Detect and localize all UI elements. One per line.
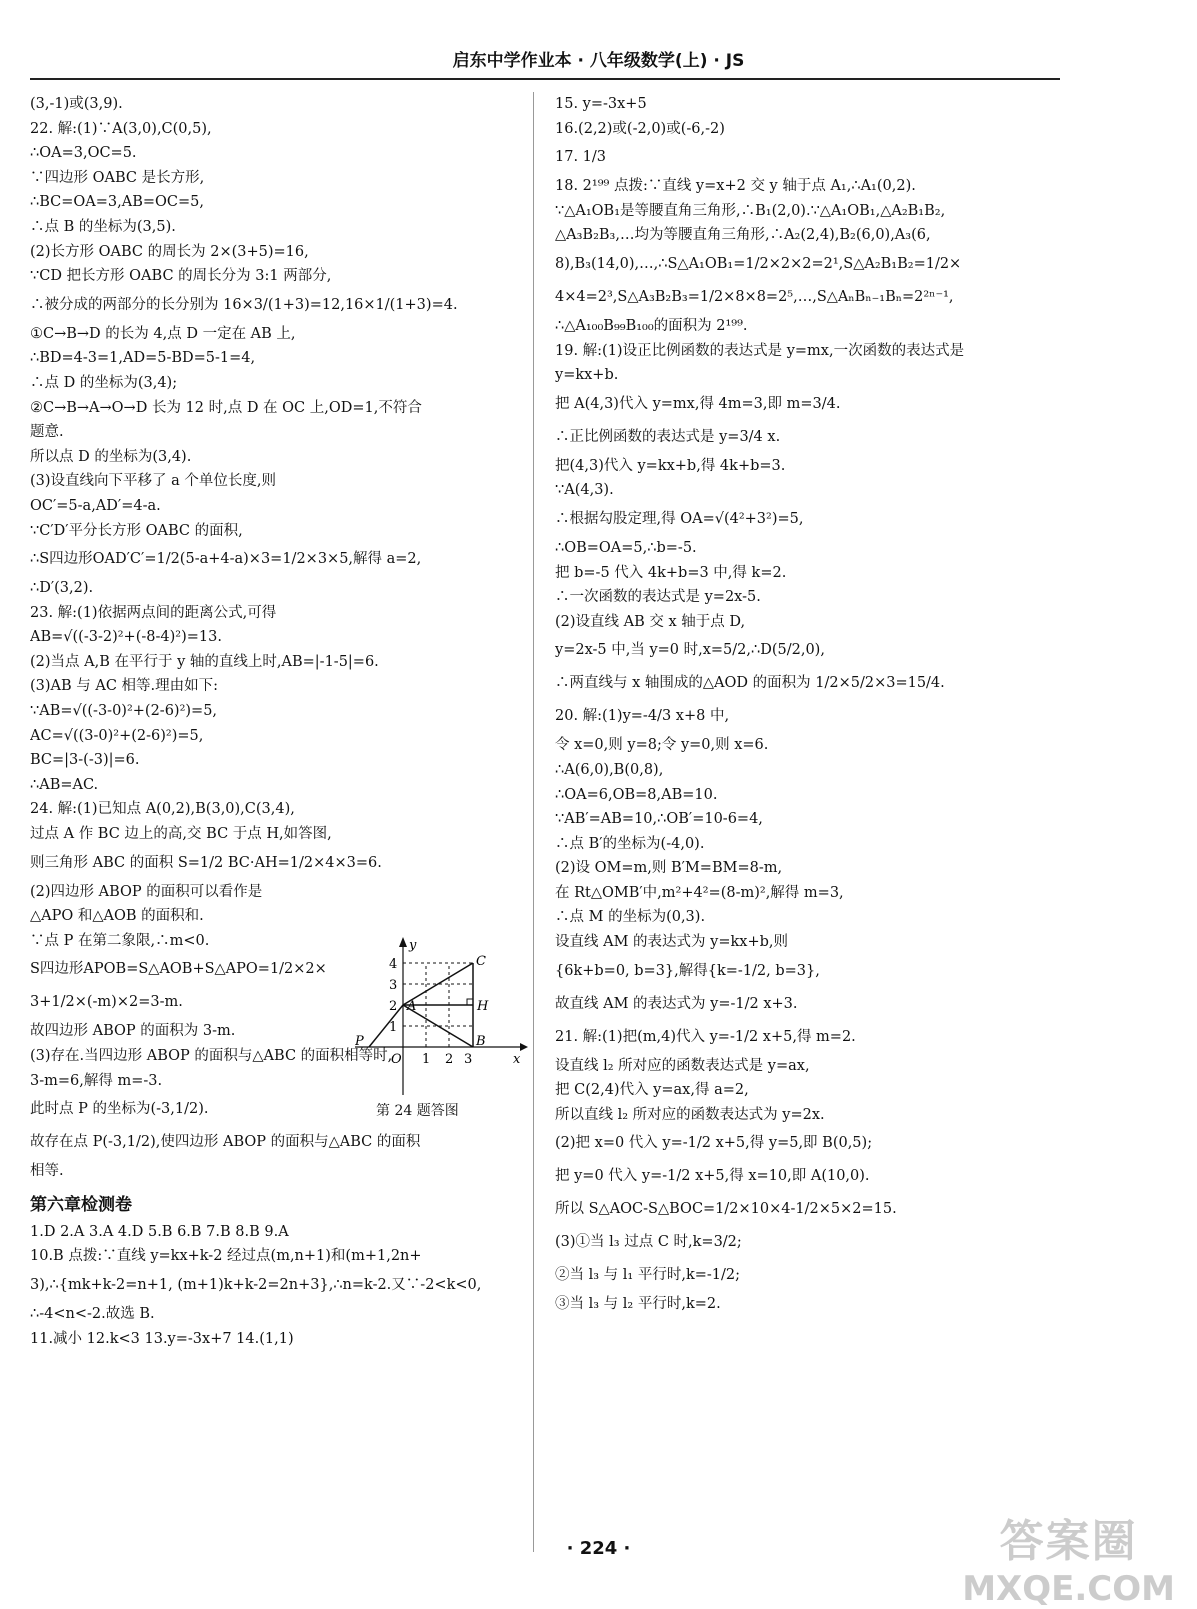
x-axis-label: x <box>513 1052 521 1067</box>
text-line: (2)把 x=0 代入 y=-1/2 x+5,得 y=5,即 B(0,5); <box>555 1135 873 1152</box>
text-line: ∴OB=OA=5,∴b=-5. <box>555 539 697 556</box>
text-line: (3)设直线向下平移了 a 个单位长度,则 <box>30 473 277 490</box>
left-column <box>30 92 530 1351</box>
text-line: ∴S四边形OAD′C′=1/2(5-a+4-a)×3=1/2×3×5,解得 a=2, <box>30 551 422 568</box>
text-line: 所以 S△AOC-S△BOC=1/2×10×4-1/2×5×2=15. <box>555 1201 897 1218</box>
text-line: 过点 A 作 BC 边上的高,交 BC 于点 H,如答图, <box>30 826 332 843</box>
text-line: 1.D 2.A 3.A 4.D 5.B 6.B 7.B 8.B 9.A <box>30 1223 289 1240</box>
text-line: ∴OA=3,OC=5. <box>30 145 137 162</box>
text-line: 设直线 AM 的表达式为 y=kx+b,则 <box>555 934 788 951</box>
text-line: ∴一次函数的表达式是 y=2x-5. <box>555 589 761 606</box>
text-line: 19. 解:(1)设正比例函数的表达式是 y=mx,一次函数的表达式是 <box>555 342 965 359</box>
text-line: 4×4=2³,S△A₃B₂B₃=1/2×8×8=2⁵,…,S△AₙBₙ₋₁Bₙ=2²ⁿ⁻¹, <box>555 288 954 305</box>
header-rule <box>30 78 1060 80</box>
y-tick-1: 1 <box>389 1020 398 1035</box>
text-line: (2)设直线 AB 交 x 轴于点 D, <box>555 613 746 630</box>
text-line: ∴点 B 的坐标为(3,5). <box>30 218 176 235</box>
segment-pa <box>369 1005 403 1047</box>
figure-q24 <box>355 935 530 1120</box>
x-tick-2: 2 <box>445 1052 454 1067</box>
y-axis-arrow <box>399 937 407 947</box>
text-line: ∴BD=4-3=1,AD=5-BD=5-1=4, <box>30 350 256 367</box>
text-line: (3)①当 l₃ 过点 C 时,k=3/2; <box>555 1234 742 1251</box>
text-line: ∵AB′=AB=10,∴OB′=10-6=4, <box>555 811 763 828</box>
text-line: (3)存在.当四边形 ABOP 的面积与△ABC 的面积相等时, <box>30 1048 393 1064</box>
text-line: ∴D′(3,2). <box>30 580 94 597</box>
y-tick-2: 2 <box>389 999 398 1014</box>
text-line: AB=√((-3-2)²+(-8-4)²)=13. <box>30 629 222 646</box>
text-line: 此时点 P 的坐标为(-3,1/2). <box>30 1101 209 1118</box>
text-line: ∵A(4,3). <box>555 482 614 499</box>
text-line: 所以直线 l₂ 所对应的函数表达式为 y=2x. <box>555 1106 825 1123</box>
text-line: 把 y=0 代入 y=-1/2 x+5,得 x=10,即 A(10,0). <box>555 1168 870 1185</box>
text-line: △APO 和△AOB 的面积和. <box>30 908 204 925</box>
text-line: △A₃B₂B₃,…均为等腰直角三角形,∴A₂(2,4),B₂(6,0),A₃(6, <box>555 227 931 244</box>
text-line: 21. 解:(1)把(m,4)代入 y=-1/2 x+5,得 m=2. <box>555 1028 856 1045</box>
text-line: y=2x-5 中,当 y=0 时,x=5/2,∴D(5/2,0), <box>555 642 825 659</box>
text-line: 则三角形 ABC 的面积 S=1/2 BC·AH=1/2×4×3=6. <box>30 854 382 871</box>
text-line: 把(4,3)代入 y=kx+b,得 4k+b=3. <box>555 457 786 474</box>
column-divider <box>533 92 534 1552</box>
figure-caption: 第 24 题答图 <box>376 1103 459 1119</box>
page-header: 启东中学作业本 · 八年级数学(上) · JS <box>452 51 745 71</box>
text-line: 3),∴{mk+k-2=n+1, (m+1)k+k-2=2n+3},∴n=k-2.又∵-2<k<0, <box>30 1276 482 1293</box>
text-line: 11.减小 12.k<3 13.y=-3x+7 14.(1,1) <box>30 1330 294 1347</box>
right-angle-mark <box>467 999 473 1005</box>
text-line: y=kx+b. <box>555 367 619 384</box>
text-line: ∵△A₁OB₁是等腰直角三角形,∴B₁(2,0).∵△A₁OB₁,△A₂B₁B₂, <box>555 202 946 219</box>
text-line: ∵C′D′平分长方形 OABC 的面积, <box>30 522 243 539</box>
text-line: ∵AB=√((-3-0)²+(2-6)²)=5, <box>30 703 218 720</box>
text-line: 故四边形 ABOP 的面积为 3-m. <box>30 1023 236 1040</box>
text-line: 8),B₃(14,0),…,∴S△A₁OB₁=1/2×2×2=2¹,S△A₂B₁B₂=1/2× <box>555 255 962 272</box>
text-line: ∴根据勾股定理,得 OA=√(4²+3²)=5, <box>555 510 804 527</box>
text-line: ∵CD 把长方形 OABC 的周长分为 3:1 两部分, <box>30 268 332 285</box>
text-line: BC=|3-(-3)|=6. <box>30 752 140 769</box>
text-line: 16.(2,2)或(-2,0)或(-6,-2) <box>555 120 725 137</box>
watermark-line1: 答案圈 <box>999 1516 1138 1567</box>
text-line: 17. 1/3 <box>555 149 607 166</box>
text-line: ∴点 M 的坐标为(0,3). <box>555 909 706 926</box>
text-line: ②C→B→A→O→D 长为 12 时,点 D 在 OC 上,OD=1,不符合 <box>30 399 422 416</box>
y-axis-label: y <box>409 938 417 953</box>
point-a-label: A <box>407 999 417 1014</box>
chapter-title: 第六章检测卷 <box>30 1194 132 1215</box>
text-line: ∴△A₁₀₀B₉₉B₁₀₀的面积为 2¹⁹⁹. <box>555 317 748 334</box>
origin-label: O <box>391 1052 402 1067</box>
text-line: ∴两直线与 x 轴围成的△AOD 的面积为 1/2×5/2×3=15/4. <box>555 675 945 692</box>
point-b-label: B <box>476 1034 486 1049</box>
x-axis-arrow <box>520 1043 528 1051</box>
text-line: 设直线 l₂ 所对应的函数表达式是 y=ax, <box>555 1057 810 1074</box>
text-line: ∴-4<n<-2.故选 B. <box>30 1305 155 1322</box>
point-h-label: H <box>477 999 489 1014</box>
text-line: 故存在点 P(-3,1/2),使四边形 ABOP 的面积与△ABC 的面积 <box>30 1134 421 1151</box>
point-p-label: P <box>355 1034 364 1049</box>
text-line: ∴点 D 的坐标为(3,4); <box>30 374 178 391</box>
text-line: ∵四边形 OABC 是长方形, <box>30 169 205 186</box>
text-line: S四边形APOB=S△AOB+S△APO=1/2×2× <box>30 961 327 978</box>
text-line: ∴OA=6,OB=8,AB=10. <box>555 786 718 803</box>
text-line: ②当 l₃ 与 l₁ 平行时,k=-1/2; <box>555 1267 741 1284</box>
text-line: 10.B 点拨:∵直线 y=kx+k-2 经过点(m,n+1)和(m+1,2n+ <box>30 1248 422 1265</box>
text-line: {6k+b=0, b=3},解得{k=-1/2, b=3}, <box>555 962 820 979</box>
y-tick-3: 3 <box>389 978 398 993</box>
text-line: 题意. <box>30 424 64 441</box>
text-line: ∵点 P 在第二象限,∴m<0. <box>30 932 210 949</box>
y-tick-4: 4 <box>389 957 398 972</box>
text-line: ③当 l₃ 与 l₂ 平行时,k=2. <box>555 1296 721 1313</box>
text-line: 22. 解:(1)∵A(3,0),C(0,5), <box>30 120 212 137</box>
watermark-line2: MXQE.COM <box>962 1569 1175 1609</box>
text-line: (3,-1)或(3,9). <box>30 96 123 112</box>
text-line: 令 x=0,则 y=8;令 y=0,则 x=6. <box>555 737 769 754</box>
text-line: ∴正比例函数的表达式是 y=3/4 x. <box>555 428 781 445</box>
text-line: (2)长方形 OABC 的周长为 2×(3+5)=16, <box>30 243 309 260</box>
text-line: (2)当点 A,B 在平行于 y 轴的直线上时,AB=|-1-5|=6. <box>30 653 379 670</box>
text-line: 相等. <box>30 1163 64 1180</box>
text-line: 24. 解:(1)已知点 A(0,2),B(3,0),C(3,4), <box>30 801 295 818</box>
text-line: ①C→B→D 的长为 4,点 D 一定在 AB 上, <box>30 325 296 342</box>
text-line: 把 b=-5 代入 4k+b=3 中,得 k=2. <box>555 564 787 581</box>
text-line: ∴AB=AC. <box>30 776 99 793</box>
text-line: 把 A(4,3)代入 y=mx,得 4m=3,即 m=3/4. <box>555 395 841 412</box>
x-tick-1: 1 <box>422 1052 431 1067</box>
text-line: 23. 解:(1)依据两点间的距离公式,可得 <box>30 604 277 621</box>
text-line: 3+1/2×(-m)×2=3-m. <box>30 994 183 1011</box>
text-line: 3-m=6,解得 m=-3. <box>30 1072 163 1089</box>
text-line: 在 Rt△OMB′中,m²+4²=(8-m)²,解得 m=3, <box>555 884 844 901</box>
text-line: 20. 解:(1)y=-4/3 x+8 中, <box>555 708 730 725</box>
text-line: ∴A(6,0),B(0,8), <box>555 761 664 778</box>
x-tick-3: 3 <box>464 1052 473 1067</box>
text-line: 18. 2¹⁹⁹ 点拨:∵直线 y=x+2 交 y 轴于点 A₁,∴A₁(0,2). <box>555 178 916 195</box>
text-line: OC′=5-a,AD′=4-a. <box>30 497 161 514</box>
text-line: (3)AB 与 AC 相等.理由如下: <box>30 678 219 695</box>
point-c-label: C <box>476 954 486 969</box>
watermark <box>962 1505 1175 1609</box>
text-line: (2)设 OM=m,则 B′M=BM=8-m, <box>555 860 783 877</box>
text-line: AC=√((3-0)²+(2-6)²)=5, <box>30 727 204 744</box>
text-line: (2)四边形 ABOP 的面积可以看作是 <box>30 883 263 900</box>
text-line: 故直线 AM 的表达式为 y=-1/2 x+3. <box>555 995 798 1012</box>
text-line: 15. y=-3x+5 <box>555 96 647 112</box>
page-number: · 224 · <box>566 1538 631 1559</box>
text-line: ∴BC=OA=3,AB=OC=5, <box>30 194 204 211</box>
text-line: ∴点 B′的坐标为(-4,0). <box>555 835 705 852</box>
right-column <box>555 92 1065 1317</box>
text-line: 把 C(2,4)代入 y=ax,得 a=2, <box>555 1082 749 1099</box>
text-line: 所以点 D 的坐标为(3,4). <box>30 448 192 465</box>
text-line: ∴被分成的两部分的长分别为 16×3/(1+3)=12,16×1/(1+3)=4. <box>30 296 458 313</box>
